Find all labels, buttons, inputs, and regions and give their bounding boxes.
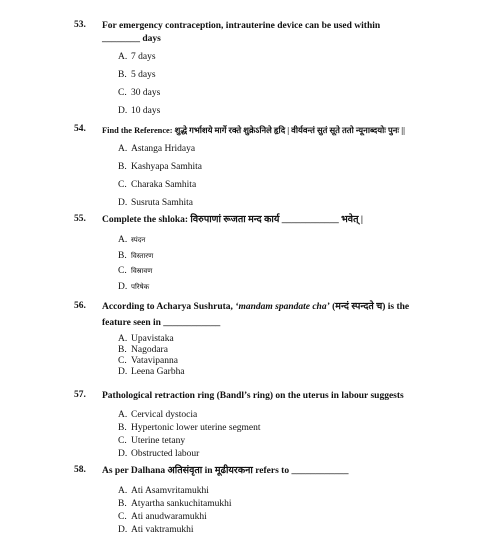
question-number: 57. <box>74 390 86 400</box>
question-text: For emergency contraception, intrauterine device can be used within ________ days <box>102 21 381 44</box>
options-53 <box>118 48 160 120</box>
option-c: C. Charaka Samhita <box>118 180 197 190</box>
option-b: B. Atyartha sankuchitamukhi <box>118 499 232 509</box>
question-number: 54. <box>74 124 86 134</box>
option-d: D. परिषेक <box>118 281 150 292</box>
option-a: A. 7 days <box>118 52 156 62</box>
question-text: Complete the shloka: विरुपाणां रूजता मन्द कार्य ____________ भवेत् | <box>102 215 363 225</box>
option-d: D. 10 days <box>118 106 161 116</box>
question-text: Find the Reference: शुद्धे गर्भाशये मार्गे रक्ते शुक्रेऽनिले हृदि | वीर्यवन्तं सुतं सूते ततो न्यूनाब्दयोः पुनः || <box>102 126 405 135</box>
option-a: A. Astanga Hridaya <box>118 144 196 154</box>
question-text: Pathological retraction ring (Bandl’s ring) on the uterus in labour suggests <box>102 391 404 401</box>
question-number: 53. <box>74 20 86 30</box>
option-c: C. विस्रावण <box>118 266 153 276</box>
option-a: A. Upavistaka <box>118 334 174 344</box>
option-d: D. Leena Garbha <box>118 367 185 377</box>
option-d: D. Ati vaktramukhi <box>118 525 194 535</box>
option-a: A. Ati Asamvritamukhi <box>118 486 209 496</box>
option-b: B. विस्तारण <box>118 250 154 261</box>
options-56 <box>118 334 185 378</box>
option-c: C. Ati anudwaramukhi <box>118 512 207 522</box>
options-55 <box>118 233 153 295</box>
options-58 <box>118 485 232 537</box>
option-d: D. Obstructed labour <box>118 449 200 459</box>
option-b: B. Kashyapa Samhita <box>118 162 202 172</box>
option-c: C. Uterine tetany <box>118 436 186 446</box>
option-b: B. 5 days <box>118 70 156 80</box>
option-c: C. 30 days <box>118 88 161 98</box>
question-number: 56. <box>74 301 86 311</box>
question-number: 58. <box>74 465 86 475</box>
option-c: C. Vatavipanna <box>118 356 178 366</box>
option-a: A. स्पंदन <box>118 235 146 245</box>
option-a: A. Cervical dystocia <box>118 410 198 420</box>
question-number: 55. <box>74 214 86 224</box>
option-b: B. Nagodara <box>118 345 168 355</box>
option-b: B. Hypertonic lower uterine segment <box>118 423 261 433</box>
question-text: According to Acharya Sushruta, ‘mandam spandate cha’ (मन्दं स्पन्दते च) is the feature seen in ____________ <box>102 302 410 328</box>
options-57 <box>118 409 261 461</box>
question-text: As per Dalhana अतिसंवृता in मूढीयरकना refers to ____________ <box>102 466 349 476</box>
options-54 <box>118 140 202 212</box>
option-d: D. Susruta Samhita <box>118 198 194 208</box>
